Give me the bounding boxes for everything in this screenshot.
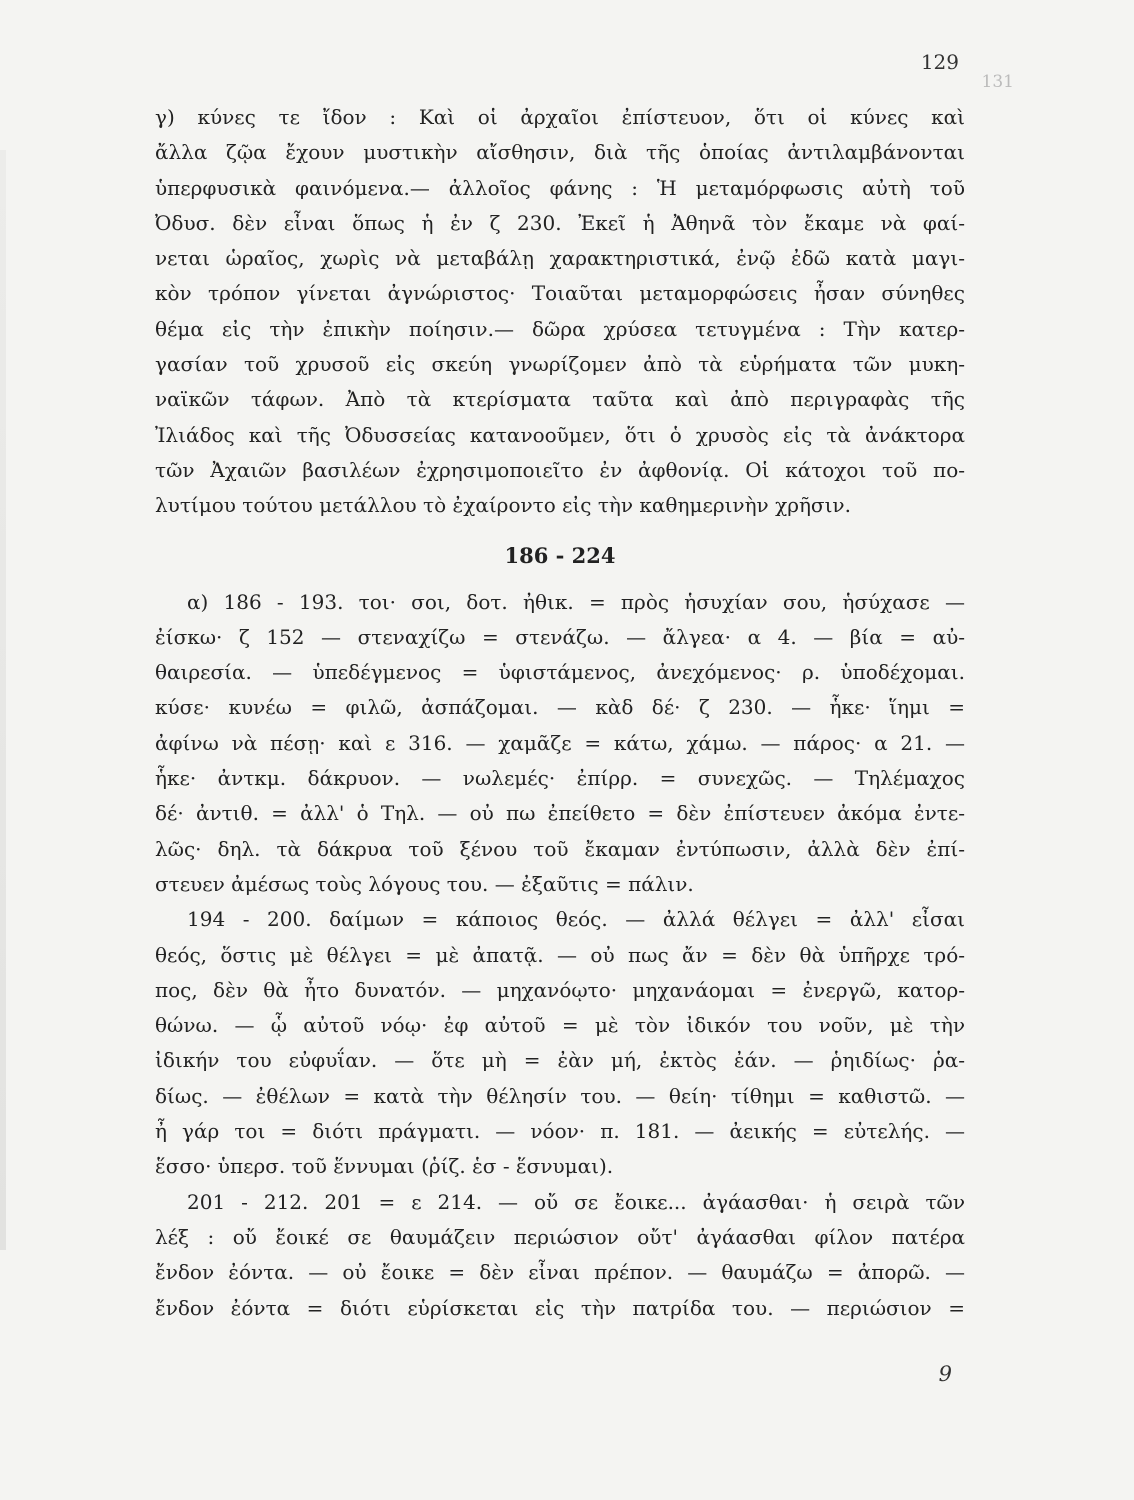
ghost-page-number: 131 (981, 72, 1014, 92)
text-line: τῶν Ἀχαιῶν βασιλέων ἐχρησιμοποιεῖτο ἐν ἀφθονίᾳ. Οἱ κάτοχοι τοῦ πο- (155, 457, 965, 482)
page-number: 129 (920, 50, 959, 74)
text-line: ἄλλα ζῷα ἔχουν μυστικὴν αἴσθησιν, διὰ τῆς ὁποίας ἀντιλαμβάνονται (155, 140, 965, 165)
text-line: θαιρεσία. — ὑπεδέγμενος = ὑφιστάμενος, ἀνεχόμενος· ρ. ὑποδέχομαι. (155, 660, 965, 685)
text-line: Ὀδυσ. δὲν εἶναι ὅπως ἡ ἐν ζ 230. Ἐκεῖ ἡ Ἀθηνᾶ τὸν ἔκαμε νὰ φαί- (155, 210, 965, 235)
text-line: 194 - 200. δαίμων = κάποιος θεός. — ἀλλά θέλγει = ἀλλ' εἶσαι (187, 907, 965, 932)
text-line: γασίαν τοῦ χρυσοῦ εἰς σκεύη γνωρίζομεν ἀπὸ τὰ εὑρήματα τῶν μυκη- (155, 352, 965, 377)
text-line: ναϊκῶν τάφων. Ἀπὸ τὰ κτερίσματα ταῦτα καὶ ἀπὸ περιγραφὰς τῆς (155, 387, 965, 412)
commentary-section-2 (155, 585, 965, 903)
text-line: δέ· ἀντιθ. = ἀλλ' ὁ Τηλ. — οὐ πω ἐπείθετο = δὲν ἐπίστευεν ἀκόμα ἐντε- (155, 801, 965, 826)
text-line: ἐίσκω· ζ 152 — στεναχίζω = στενάζω. — ἄλγεα· α 4. — βία = αὐ- (155, 624, 965, 649)
text-line: κὸν τρόπον γίνεται ἀγνώριστος· Τοιαῦται μεταμορφώσεις ἦσαν σύνηθες (155, 281, 965, 306)
text-line: ἔνδον ἐόντα = διότι εὑρίσκεται εἰς τὴν πατρίδα του. — περιώσιον = (155, 1295, 965, 1320)
text-line: δίως. — ἐθέλων = κατὰ τὴν θέλησίν του. — θείη· τίθημι = καθιστῶ. — (155, 1083, 965, 1108)
text-line: ὑπερφυσικὰ φαινόμενα.— ἀλλοῖος φάνης : Ἡ μεταμόρφωσις αὐτὴ τοῦ (155, 175, 965, 200)
text-line: α) 186 - 193. τοι· σοι, δοτ. ἠθικ. = πρὸς ἡσυχίαν σου, ἡσύχασε — (187, 589, 965, 614)
text-line: ἔνδον ἐόντα. — οὐ ἔοικε = δὲν εἶναι πρέπον. — θαυμάζω = ἀπορῶ. — (155, 1260, 965, 1285)
text-line: ἕσσο· ὑπερσ. τοῦ ἕννυμαι (ῥίζ. ἑσ - ἕσνυμαι). (155, 1154, 614, 1179)
text-line: γ) κύνες τε ἴδον : Καὶ οἱ ἀρχαῖοι ἐπίστευον, ὅτι οἱ κύνες καὶ (155, 105, 965, 129)
text-line: θέμα εἰς τὴν ἐπικὴν ποίησιν.— δῶρα χρύσεα τετυγμένα : Τὴν κατερ- (155, 316, 965, 341)
page-edge-shadow (0, 150, 6, 1250)
section-heading: 186 - 224 (504, 542, 616, 568)
text-line: στευεν ἀμέσως τοὺς λόγους του. — ἐξαῦτις = πάλιν. (155, 871, 694, 896)
commentary-section-3 (155, 902, 965, 1184)
text-line: θεός, ὅστις μὲ θέλγει = μὲ ἀπατᾷ. — οὐ πως ἄν = δὲν θὰ ὑπῆρχε τρό- (155, 942, 965, 967)
text-line: λέξ : οὔ ἔοικέ σε θαυμάζειν περιώσιον οὔτ' ἀγάασθαι φίλον πατέρα (155, 1224, 965, 1249)
text-line: πος, δὲν θὰ ἦτο δυνατόν. — μηχανόῳτο· μηχανάομαι = ἐνεργῶ, κατορ- (155, 977, 965, 1002)
text-line: λυτίμου τούτου μετάλλου τὸ ἐχαίροντο εἰς τὴν καθημερινὴν χρῆσιν. (155, 493, 851, 518)
text-line: Ἰλιάδος καὶ τῆς Ὀδυσσείας κατανοοῦμεν, ὅτι ὁ χρυσὸς εἰς τὰ ἀνάκτορα (155, 422, 965, 447)
text-line: κύσε· κυνέω = φιλῶ, ἀσπάζομαι. — κὰδ δέ· ζ 230. — ἧκε· ἵημι = (155, 695, 965, 720)
text-line: ἦ γάρ τοι = διότι πράγματι. — νόον· π. 181. — ἀεικής = εὐτελής. — (155, 1119, 965, 1144)
text-line: λῶς· δηλ. τὰ δάκρυα τοῦ ξένου τοῦ ἔκαμαν ἐντύπωσιν, ἀλλὰ δὲν ἐπί- (155, 836, 965, 861)
text-block (155, 100, 965, 1326)
signature-mark: 9 (938, 1362, 952, 1386)
commentary-section-1 (155, 100, 965, 524)
text-line: νεται ὡραῖος, χωρὶς νὰ μεταβάλῃ χαρακτηριστικά, ἐνῷ ἐδῶ κατὰ μαγι- (155, 246, 965, 271)
commentary-section-4 (155, 1185, 965, 1326)
text-line: θώνω. — ᾧ αὐτοῦ νόῳ· ἐφ αὐτοῦ = μὲ τὸν ἰδικόν του νοῦν, μὲ τὴν (155, 1013, 965, 1038)
text-line: ἰδικήν του εὐφυΐαν. — ὅτε μὴ = ἐὰν μή, ἐκτὸς ἐάν. — ῥηιδίως· ῥα- (155, 1048, 965, 1073)
text-line: ἧκε· ἀντκμ. δάκρυον. — νωλεμές· ἐπίρρ. = συνεχῶς. — Τηλέμαχος (155, 766, 965, 791)
text-line: ἀφίνω νὰ πέσῃ· καὶ ε 316. — χαμᾶζε = κάτω, χάμω. — πάρος· α 21. — (155, 730, 965, 755)
text-line: 201 - 212. 201 = ε 214. — οὔ σε ἔοικε... ἀγάασθαι· ἡ σειρὰ τῶν (187, 1189, 965, 1214)
